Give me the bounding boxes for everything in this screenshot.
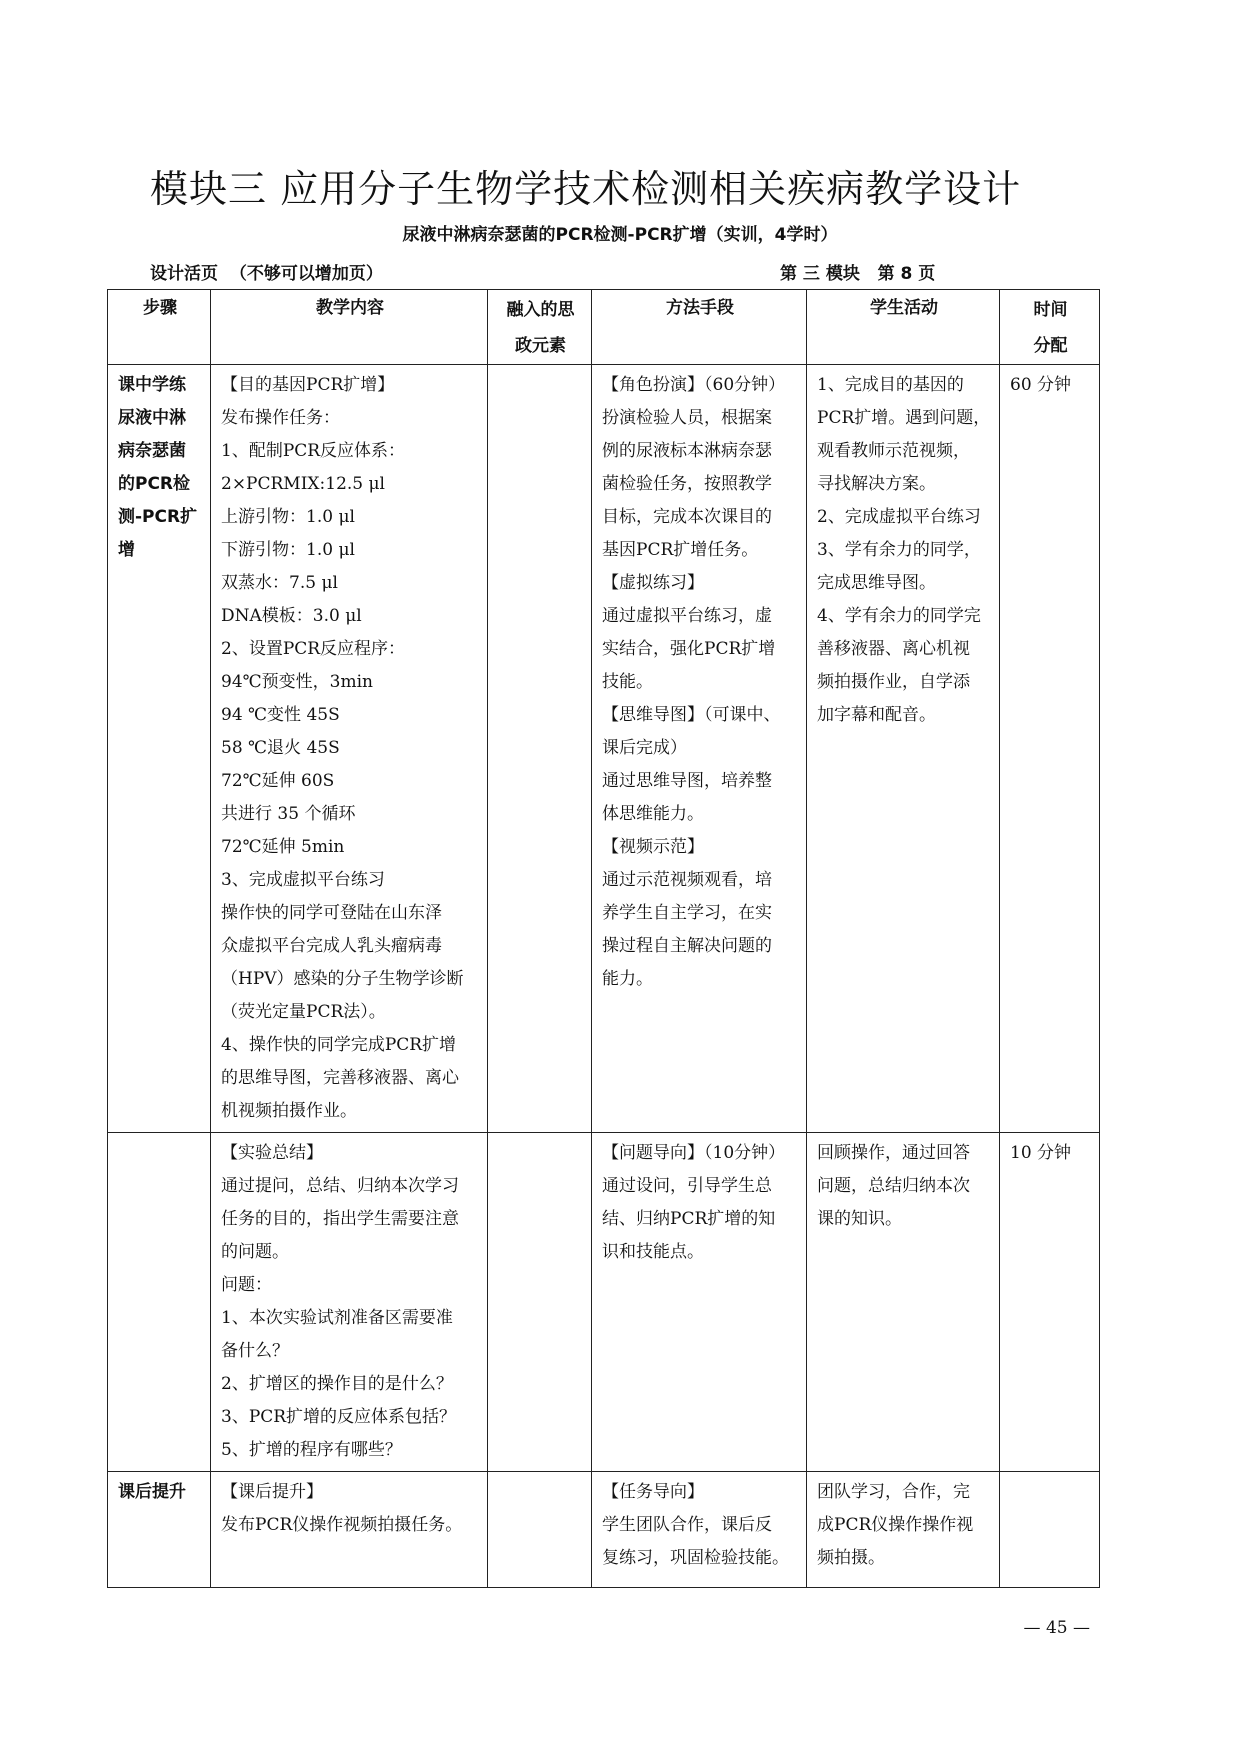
module-page-label: 第 三 模块 第 8 页 [780, 264, 936, 284]
content-line: 58 ℃退火 45S [221, 738, 340, 758]
activity-line: 回顾操作，通过回答 [817, 1143, 970, 1163]
document-subtitle: 尿液中淋病奈瑟菌的PCR检测-PCR扩增（实训，4学时） [402, 225, 838, 245]
method-line: 【问题导向】（10分钟） [602, 1143, 786, 1163]
method-line: 养学生自主学习，在实 [602, 903, 772, 923]
content-line: 72℃延伸 60S [221, 771, 335, 791]
cell-method [592, 365, 807, 1133]
method-line: 结、归纳PCR扩增的知 [602, 1209, 776, 1229]
activity-line: 课的知识。 [817, 1209, 902, 1229]
cell-activity [807, 1133, 1000, 1472]
content-line: 2、扩增区的操作目的是什么？ [221, 1374, 453, 1394]
cell-step [108, 1472, 211, 1588]
content-line: 双蒸水：7.5 μl [221, 573, 338, 593]
content-line: 的问题。 [221, 1242, 289, 1262]
content-line: 任务的目的，指出学生需要注意 [221, 1209, 459, 1229]
content-line: 备什么？ [221, 1341, 289, 1361]
activity-line: 频拍摄作业，自学添 [817, 672, 970, 692]
cell-content [211, 365, 488, 1133]
method-line: 目标，完成本次课目的 [602, 507, 772, 527]
cell-activity [807, 1472, 1000, 1588]
cell-content [211, 1133, 488, 1472]
activity-line: 1、完成目的基因的 [817, 375, 964, 395]
table-row [108, 1133, 1100, 1472]
method-line: 菌检验任务，按照教学 [602, 474, 772, 494]
method-line: 操过程自主解决问题的 [602, 936, 772, 956]
method-line: 例的尿液标本淋病奈瑟 [602, 441, 772, 461]
cell-content [211, 1472, 488, 1588]
time-value: 10 分钟 [1010, 1143, 1072, 1163]
method-line: 能力。 [602, 969, 653, 989]
step-line: 测-PCR扩 [118, 507, 198, 527]
content-line: 4、操作快的同学完成PCR扩增 [221, 1035, 457, 1055]
step-line: 的PCR检 [118, 474, 191, 494]
content-line: 5、扩增的程序有哪些？ [221, 1440, 402, 1460]
cell-ideology [488, 365, 592, 1133]
design-sheet-label: 设计活页 （不够可以增加页） [150, 264, 383, 284]
header-content: 教学内容 [211, 290, 488, 365]
page-number: — 45 — [1023, 1618, 1090, 1638]
cell-activity [807, 365, 1000, 1133]
cell-step [108, 365, 211, 1133]
header-activity: 学生活动 [807, 290, 1000, 365]
method-line: 实结合，强化PCR扩增 [602, 639, 776, 659]
method-line: 通过思维导图，培养整 [602, 771, 772, 791]
content-line: （荧光定量PCR法）。 [221, 1002, 386, 1022]
activity-line: 问题，总结归纳本次 [817, 1176, 970, 1196]
method-line: 【角色扮演】（60分钟） [602, 375, 786, 395]
content-line: 【实验总结】 [221, 1143, 323, 1163]
content-line: 94 ℃变性 45S [221, 705, 340, 725]
cell-method [592, 1133, 807, 1472]
content-line: 2×PCRMIX:12.5 μl [221, 474, 385, 494]
method-line: 【虚拟练习】 [602, 573, 704, 593]
method-line: 通过虚拟平台练习，虚 [602, 606, 772, 626]
activity-line: 成PCR仪操作操作视 [817, 1515, 974, 1535]
method-line: 体思维能力。 [602, 804, 704, 824]
content-line: 的思维导图，完善移液器、离心 [221, 1068, 459, 1088]
content-line: 【目的基因PCR扩增】 [221, 375, 395, 395]
activity-line: 频拍摄。 [817, 1548, 885, 1568]
table-row [108, 365, 1100, 1133]
cell-method [592, 1472, 807, 1588]
method-line: 【思维导图】（可课中、 [602, 705, 781, 725]
header-step: 步骤 [108, 290, 211, 365]
content-line: 通过提问，总结、归纳本次学习 [221, 1176, 459, 1196]
cell-step [108, 1133, 211, 1472]
method-line: 基因PCR扩增任务。 [602, 540, 759, 560]
content-line: 操作快的同学可登陆在山东泽 [221, 903, 442, 923]
lesson-plan-table [107, 289, 1100, 1588]
cell-time [1000, 1133, 1100, 1472]
cell-time [1000, 365, 1100, 1133]
activity-line: 团队学习，合作，完 [817, 1482, 970, 1502]
step-line: 课中学练 [118, 375, 186, 395]
activity-line: 完成思维导图。 [817, 573, 936, 593]
cell-ideology [488, 1472, 592, 1588]
step-line: 课后提升 [118, 1482, 186, 1502]
content-line: 1、本次实验试剂准备区需要准 [221, 1308, 453, 1328]
document-title: 模块三 应用分子生物学技术检测相关疾病教学设计 [150, 167, 1022, 211]
method-line: 【任务导向】 [602, 1482, 704, 1502]
step-line: 尿液中淋 [118, 408, 186, 428]
content-line: 3、完成虚拟平台练习 [221, 870, 385, 890]
step-line: 病奈瑟菌 [118, 441, 186, 461]
content-line: 94℃预变性，3min [221, 672, 373, 692]
content-line: （HPV）感染的分子生物学诊断 [221, 969, 464, 989]
method-line: 复练习，巩固检验技能。 [602, 1548, 789, 1568]
activity-line: 3、学有余力的同学， [817, 540, 981, 560]
content-line: 【课后提升】 [221, 1482, 323, 1502]
header-time: 时间 分配 [1000, 290, 1100, 365]
content-line: 发布PCR仪操作视频拍摄任务。 [221, 1515, 463, 1535]
method-line: 通过示范视频观看，培 [602, 870, 772, 890]
activity-line: 加字幕和配音。 [817, 705, 936, 725]
activity-line: 2、完成虚拟平台练习 [817, 507, 981, 527]
activity-line: 寻找解决方案。 [817, 474, 936, 494]
content-line: 众虚拟平台完成人乳头瘤病毒 [221, 936, 442, 956]
method-line: 课后完成） [602, 738, 687, 758]
time-value: 60 分钟 [1010, 375, 1072, 395]
activity-line: 4、学有余力的同学完 [817, 606, 981, 626]
content-line: DNA模板：3.0 μl [221, 606, 362, 626]
content-line: 下游引物：1.0 μl [221, 540, 355, 560]
content-line: 3、PCR扩增的反应体系包括？ [221, 1407, 457, 1427]
activity-line: 善移液器、离心机视 [817, 639, 970, 659]
method-line: 识和技能点。 [602, 1242, 704, 1262]
cell-time [1000, 1472, 1100, 1588]
content-line: 1、配制PCR反应体系： [221, 441, 406, 461]
header-method: 方法手段 [592, 290, 807, 365]
method-line: 【视频示范】 [602, 837, 704, 857]
step-line: 增 [118, 540, 135, 560]
method-line: 学生团队合作，课后反 [602, 1515, 772, 1535]
content-line: 2、设置PCR反应程序： [221, 639, 406, 659]
content-line: 72℃延伸 5min [221, 837, 345, 857]
activity-line: 观看教师示范视频， [817, 441, 970, 461]
content-line: 问题： [221, 1275, 272, 1295]
header-row [108, 290, 1100, 365]
content-line: 共进行 35 个循环 [221, 804, 356, 824]
method-line: 扮演检验人员，根据案 [602, 408, 772, 428]
content-line: 机视频拍摄作业。 [221, 1101, 357, 1121]
content-line: 上游引物：1.0 μl [221, 507, 355, 527]
method-line: 通过设问，引导学生总 [602, 1176, 772, 1196]
table-row [108, 1472, 1100, 1588]
cell-ideology [488, 1133, 592, 1472]
header-ideology: 融入的思 政元素 [488, 290, 592, 365]
content-line: 发布操作任务： [221, 408, 340, 428]
method-line: 技能。 [602, 672, 653, 692]
activity-line: PCR扩增。遇到问题， [817, 408, 991, 428]
